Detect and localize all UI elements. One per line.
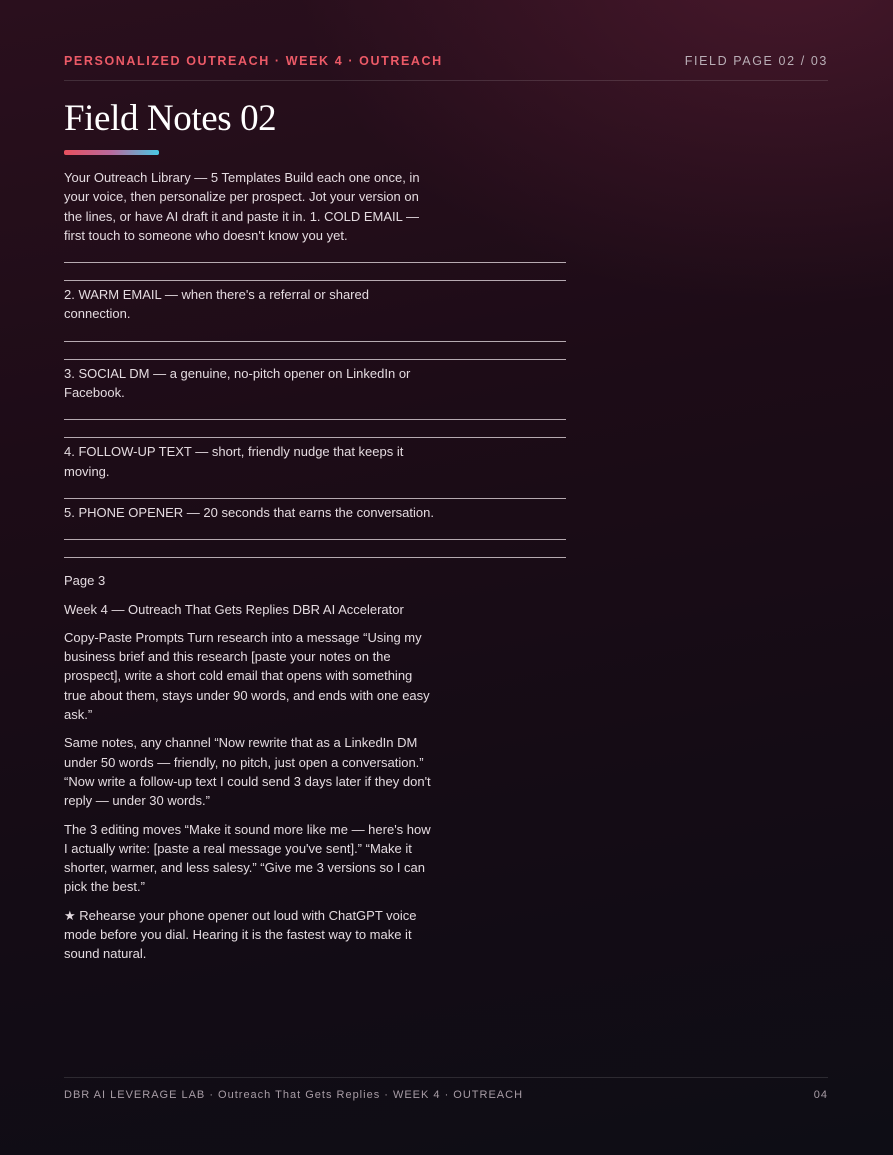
template-warm-email: 2. WARM EMAIL — when there's a referral or shared connection.	[64, 287, 369, 322]
template-follow-up-text: 4. FOLLOW-UP TEXT — short, friendly nudge that keeps it moving.	[64, 444, 404, 479]
writing-line	[64, 402, 566, 420]
page-footer	[64, 1077, 828, 1102]
prompts-paragraph-3: The 3 editing moves “Make it sound more like me — here's how I actually write: [paste a real message you've sent].” “Make it shorter, warmer, and less salesy.” “Give me 3 versions so I can pick the best.”	[64, 821, 431, 895]
header-page-label: FIELD PAGE 02 / 03	[684, 54, 828, 68]
writing-line	[64, 324, 566, 342]
section-heading: Week 4 — Outreach That Gets Replies DBR AI Accelerator	[64, 601, 404, 617]
writing-line	[64, 522, 566, 540]
field-notes-page	[64, 0, 828, 1155]
writing-line	[64, 481, 566, 499]
writing-line	[64, 245, 566, 263]
writing-line	[64, 263, 566, 281]
page-marker: Page 3	[64, 573, 106, 589]
intro-paragraph: Your Outreach Library — 5 Templates Build each one once, in your voice, then personalize per prospect. Jot your version on the lines, or have AI draft it and paste it in. 1. COLD EMAIL — first touch to someone who doesn't know you yet.	[64, 170, 420, 243]
writing-line	[64, 540, 566, 558]
prompts-paragraph-1: Copy-Paste Prompts Turn research into a message “Using my business brief and this research [paste your notes on the prospect], write a short cold email that opens with something true about them, stays under 90 words, and ends with one easy ask.”	[64, 629, 430, 723]
writing-line	[64, 420, 566, 438]
page-content	[64, 168, 566, 964]
template-social-dm: 3. SOCIAL DM — a genuine, no-pitch opener on LinkedIn or Facebook.	[64, 365, 411, 401]
voice-mode-tip: ★ Rehearse your phone opener out loud with ChatGPT voice mode before you dial. Hearing it is the fastest way to make it sound natural.	[64, 907, 417, 962]
footer-page-number: 04	[813, 1089, 828, 1101]
header-kicker: PERSONALIZED OUTREACH · WEEK 4 · OUTREACH	[64, 54, 443, 68]
template-phone-opener: 5. PHONE OPENER — 20 seconds that earns the conversation.	[64, 504, 434, 520]
footer-left: DBR AI LEVERAGE LAB · Outreach That Gets Replies · WEEK 4 · OUTREACH	[64, 1089, 524, 1101]
title-accent-rule	[64, 150, 159, 155]
writing-line	[64, 342, 566, 360]
prompts-paragraph-2: Same notes, any channel “Now rewrite that as a LinkedIn DM under 50 words — friendly, no pitch, just open a conversation.” “Now write a follow-up text I could send 3 days later if they don't reply — under 30 words.”	[64, 735, 431, 809]
page-header	[64, 53, 828, 81]
page-title: Field Notes 02	[64, 98, 277, 139]
